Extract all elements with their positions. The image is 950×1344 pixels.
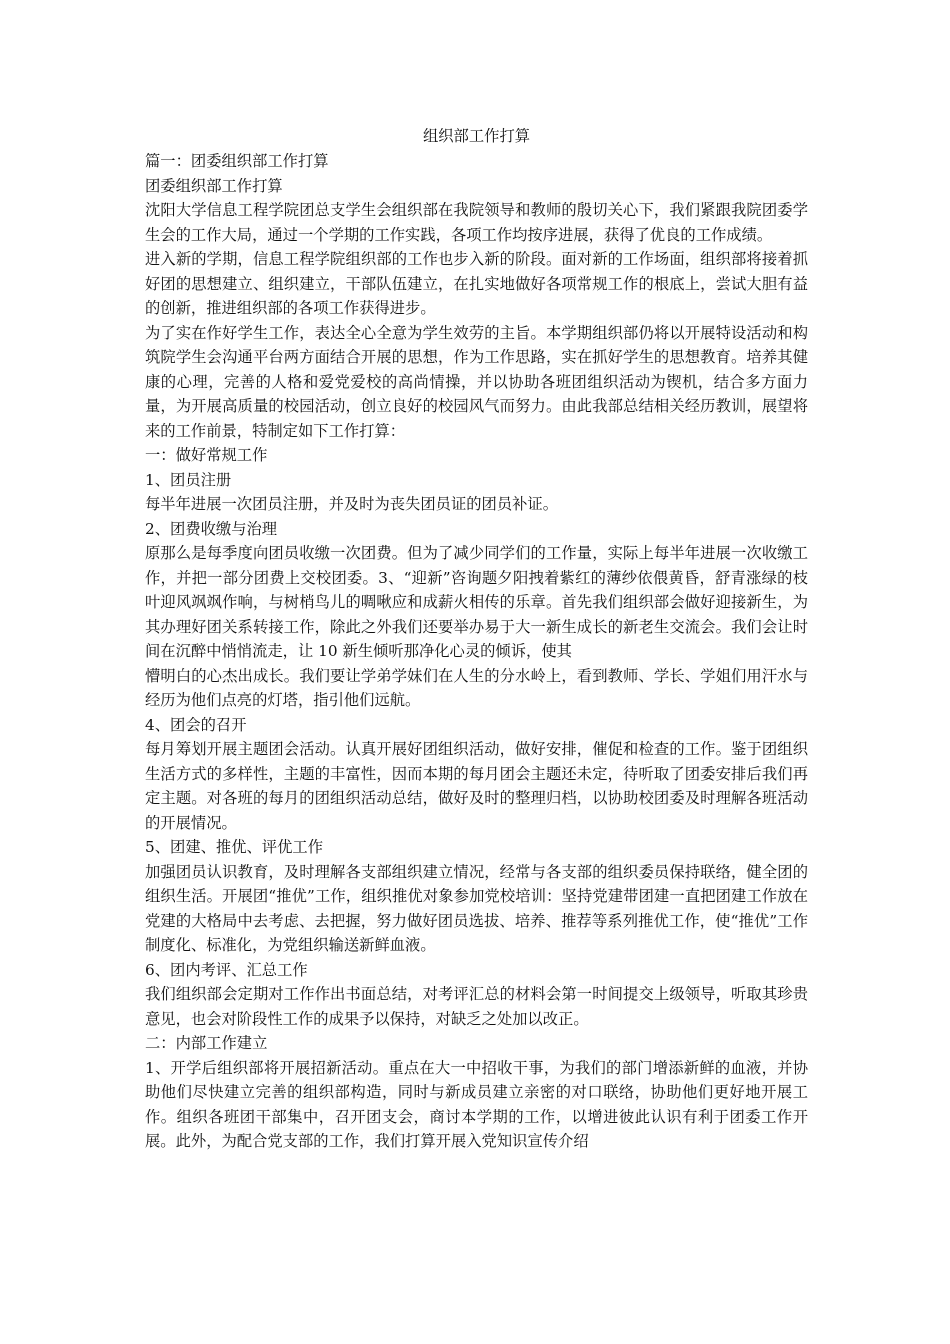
paragraph: 二：内部工作建立 [145,1034,268,1052]
paragraph: 一：做好常规工作 [145,446,268,464]
paragraph: 6、团内考评、汇总工作 [145,960,308,979]
paragraph: 1、团员注册 [145,470,232,489]
paragraph: 为了实在作好学生工作，表达全心全意为学生效劳的主旨。本学期组织部仍将以开展特设活动和构筑院学生会沟通平台两方面结合开展的思想，作为工作思路，实在抓好学生的思想教育。培养其健康的心理，完善的人格和爱党爱校的高尚情操，并以协助各班团组织活动为锲机，结合多方面力量，为开展高质量的校园活动，创立良好的校园风气而努力。由此我部总结相关经历教训，展望将来的工作前景，特制定如下工作打算： [145,323,808,440]
paragraph: 团委组织部工作打算 [145,176,283,195]
paragraph: 1、开学后组织部将开展招新活动。重点在大一中招收干事，为我们的部门增添新鲜的血液，并协助他们尽快建立完善的组织部构造，同时与新成员建立亲密的对口联络，协助他们更好地开展工作。组织各班团干部集中，召开团支会，商讨本学期的工作，以增进彼此认识有利于团委工作开展。此外，为配合党支部的工作，我们打算开展入党知识宣传介绍 [145,1058,808,1150]
document-title: 组织部工作打算 [422,127,531,145]
document-body [145,124,808,1154]
paragraph: 懵明白的心杰出成长。我们要让学弟学妹们在人生的分水岭上，看到教师、学长、学姐们用汗水与经历为他们点亮的灯塔，指引他们远航。 [145,666,808,709]
paragraph: 5、团建、推优、评优工作 [145,838,323,856]
paragraph: 加强团员认识教育，及时理解各支部组织建立情况，经常与各支部的组织委员保持联络，健全团的组织生活。开展团“推优”工作，组织推优对象参加党校培训：坚持党建带团建一直把团建工作放在党建的大格局中去考虑、去把握，努力做好团员选拔、培养、推荐等系列推优工作，使“推优”工作制度化、标准化，为党组织输送新鲜血液。 [145,862,808,954]
paragraph: 进入新的学期，信息工程学院组织部的工作也步入新的阶段。面对新的工作场面，组织部将接着抓好团的思想建立、组织建立，干部队伍建立，在扎实地做好各项常规工作的根底上，尝试大胆有益的创新，推进组织部的各项工作获得进步。 [145,250,808,317]
paragraph: 原那么是每季度向团员收缴一次团费。但为了减少同学们的工作量，实际上每半年进展一次收缴工作，并把一部分团费上交校团委。3、“迎新”咨询题夕阳拽着紫红的薄纱依偎黄昏，舒青涨绿的枝叶迎风飒飒作响，与树梢鸟儿的啁啾应和成薪火相传的乐章。首先我们组织部会做好迎接新生，为其办理好团关系转接工作，除此之外我们还要举办易于大一新生成长的新老生交流会。我们会让时间在沉醉中悄悄流走，让 10 新生倾听那净化心灵的倾诉，使其 [145,544,808,660]
paragraph: 2、团费收缴与治理 [145,519,278,538]
paragraph: 每月筹划开展主题团会活动。认真开展好团组织活动，做好安排，催促和检查的工作。鉴于团组织生活方式的多样性，主题的丰富性，因而本期的每月团会主题还未定，待听取了团委安排后我们再定主题。对各班的每月的团组织活动总结，做好及时的整理归档，以协助校团委及时理解各班活动的开展情况。 [145,740,808,832]
paragraph-list [145,149,808,1154]
paragraph: 沈阳大学信息工程学院团总支学生会组织部在我院领导和教师的殷切关心下，我们紧跟我院团委学生会的工作大局，通过一个学期的工作实践，各项工作均按序进展，获得了优良的工作成绩。 [145,201,808,244]
paragraph: 4、团会的召开 [145,715,247,734]
paragraph: 篇一：团委组织部工作打算 [145,152,329,170]
paragraph: 每半年进展一次团员注册，并及时为丧失团员证的团员补证。 [145,495,559,513]
paragraph: 我们组织部会定期对工作作出书面总结，对考评汇总的材料会第一时间提交上级领导，听取其珍贵意见，也会对阶段性工作的成果予以保持，对缺乏之处加以改正。 [145,985,808,1028]
